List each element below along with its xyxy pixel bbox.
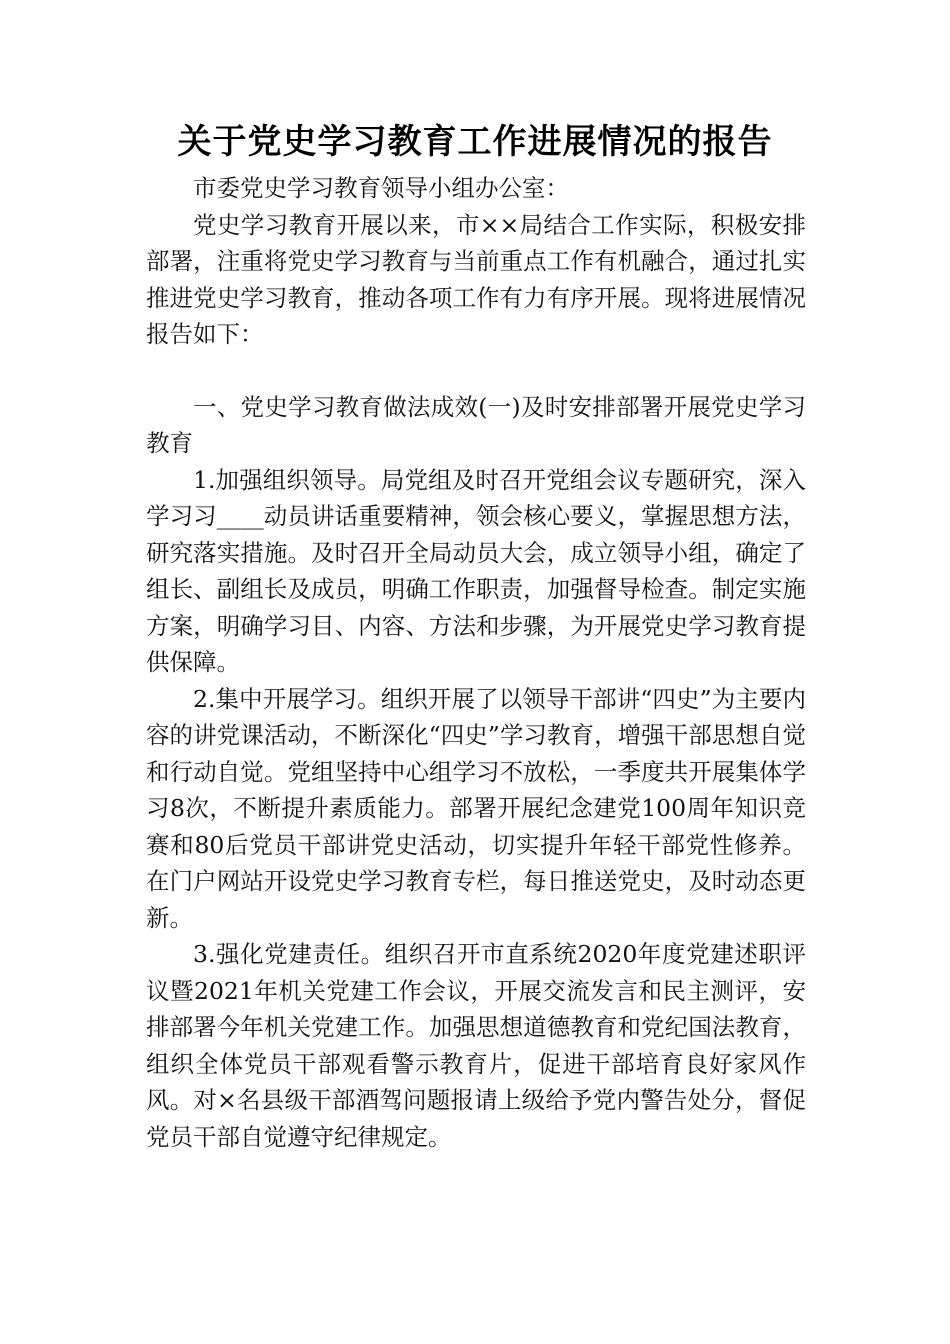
item-2-paragraph: 2.集中开展学习。组织开展了以领导干部讲“四史”为主要内容的讲党课活动，不断深化“四史”学习教育，增强干部思想自觉和行动自觉。党组坚持中心组学习不放松，一季度共开展集体学习8次，不断提升素质能力。部署开展纪念建党100周年知识竞赛和80后党员干部讲党史活动，切实提升年轻干部党性修养。在门户网站开设党史学习教育专栏，每日推送党史，及时动态更新。 xyxy=(146,684,806,932)
document-body xyxy=(146,170,806,1155)
document-title: 关于党史学习教育工作进展情况的报告 xyxy=(177,122,773,162)
intro-paragraph: 党史学习教育开展以来，市××局结合工作实际，积极安排部署，注重将党史学习教育与当前重点工作有机融合，通过扎实推进党史学习教育，推动各项工作有力有序开展。现将进展情况报告如下： xyxy=(146,210,806,348)
paragraph-spacer xyxy=(146,353,806,389)
item-1-paragraph: 1.加强组织领导。局党组及时召开党组会议专题研究，深入学习习____动员讲话重要精神，领会核心要义，掌握思想方法，研究落实措施。及时召开全局动员大会，成立领导小组，确定了组长、副组长及成员，明确工作职责，加强督导检查。制定实施方案，明确学习目、内容、方法和步骤，为开展党史学习教育提供保障。 xyxy=(146,465,806,676)
item-3-paragraph: 3.强化党建责任。组织召开市直系统2020年度党建述职评议暨2021年机关党建工作会议，开展交流发言和民主测评，安排部署今年机关党建工作。加强思想道德教育和党纪国法教育，组织全体党员干部观看警示教育片，促进干部培育良好家风作风。对×名县级干部酒驾问题报请上级给予党内警告处分，督促党员干部自觉遵守纪律规定。 xyxy=(146,940,806,1151)
section-heading-paragraph: 一、党史学习教育做法成效(一)及时安排部署开展党史学习教育 xyxy=(146,392,806,457)
salutation-paragraph: 市委党史学习教育领导小组办公室： xyxy=(193,174,569,202)
